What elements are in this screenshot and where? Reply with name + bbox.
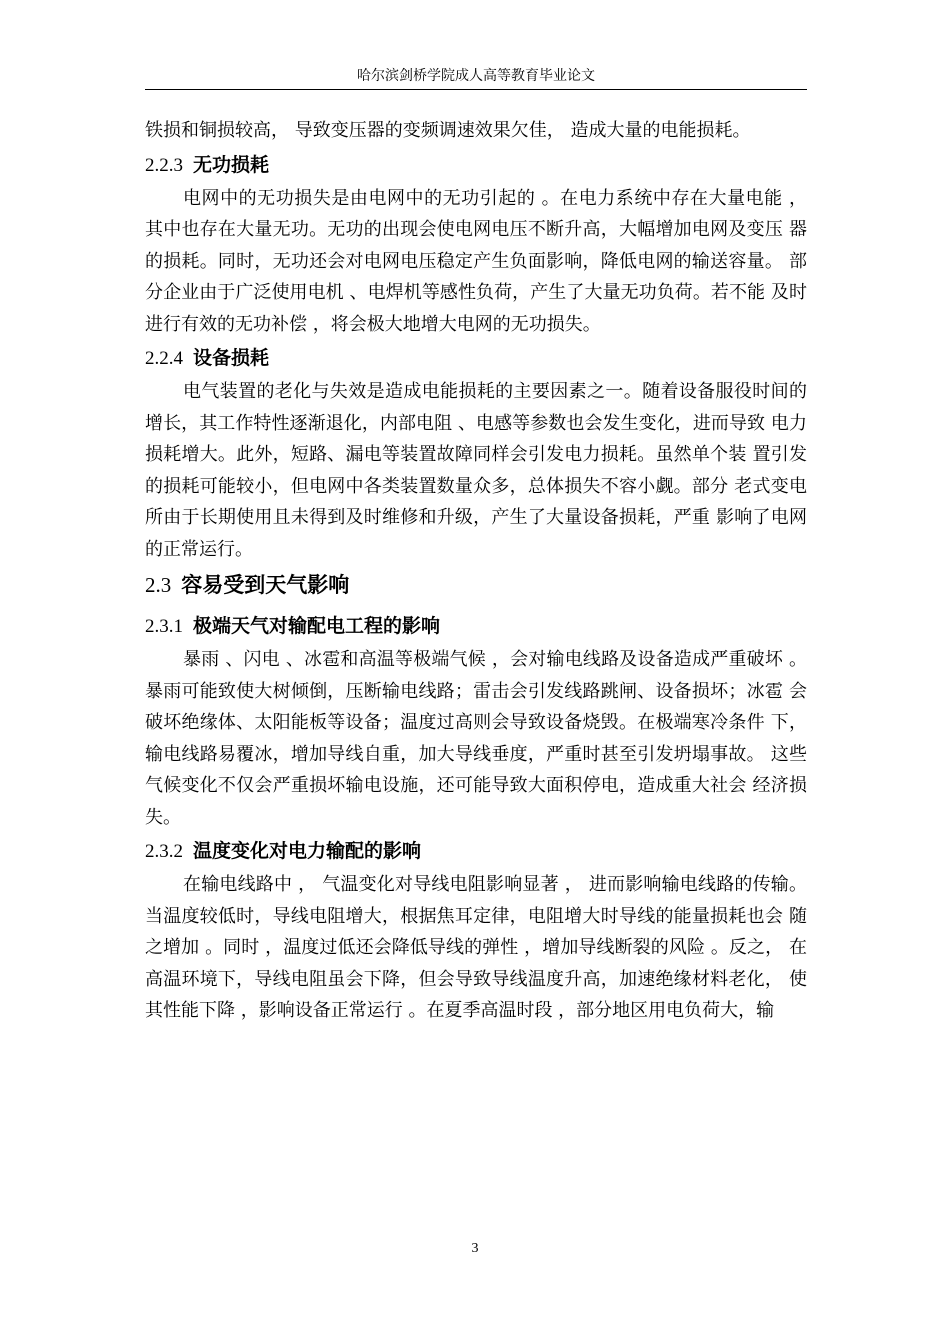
section-title: 温度变化对电力输配的影响	[193, 840, 422, 862]
header-divider	[145, 89, 807, 90]
page-number: 3	[471, 1241, 479, 1256]
section-title: 无功损耗	[193, 153, 270, 176]
page-header: 哈尔滨剑桥学院成人高等教育毕业论文	[357, 68, 595, 84]
section-paragraph-2-2-4: 电气装置的老化与失效是造成电能损耗的主要因素之一。随着设备服役时间的增长，其工作特性逐渐退化，内部电阻 、电感等参数也会发生变化，进而导致 电力损耗增大。此外，短路、漏电等装置故障同样会引发电力损耗。虽然单个装 置引发的损耗可能较小，但电网中各类装置数量众多，总体损失不容小觑。部分 老式变电所由于长期使用且未得到及时维修和升级，产生了大量设备损耗，严重 影响了电网的正常运行。	[145, 381, 807, 560]
section-heading-2-3-1	[145, 608, 807, 644]
section-number: 2.3.2	[145, 841, 183, 862]
document-body	[145, 115, 807, 1027]
section-number: 2.3.1	[145, 616, 183, 637]
section-number: 2.3	[145, 573, 172, 597]
section-number: 2.2.4	[145, 348, 183, 369]
section-title: 设备损耗	[193, 347, 270, 369]
section-heading-2-3	[145, 567, 807, 603]
section-heading-2-2-4	[145, 340, 807, 376]
intro-paragraph: 铁损和铜损较高， 导致变压器的变频调速效果欠佳， 造成大量的电能损耗。	[145, 120, 751, 141]
section-number: 2.2.3	[145, 154, 183, 176]
section-paragraph-2-3-2: 在输电线路中 ， 气温变化对导线电阻影响显著 ， 进而影响输电线路的传输。 当温度较低时，导线电阻增大，根据焦耳定律，电阻增大时导线的能量损耗也会 随之增加 。同时 ，温度过低还会降低导线的弹性 ，增加导线断裂的风险 。反之， 在高温环境下，导线电阻虽会下降，但会导致导线温度升高，加速绝缘材料老化， 使其性能下降 ，影响设备正常运行 。在夏季高温时段 ，部分地区用电负荷大，输	[145, 874, 807, 1021]
section-paragraph-2-3-1: 暴雨 、闪电 、冰雹和高温等极端气候 ，会对输电线路及设备造成严重破坏 。 暴雨可能致使大树倾倒，压断输电线路；雷击会引发线路跳闸、设备损坏；冰雹 会破坏绝缘体、太阳能板等设备；温度过高则会导致设备烧毁。在极端寒冷条件 下，输电线路易覆冰，增加导线自重，加大导线垂度，严重时甚至引发坍塌事故。 这些气候变化不仅会严重损坏输电设施，还可能导致大面积停电，造成重大社会 经济损失。	[145, 649, 807, 828]
section-heading-2-3-2	[145, 833, 807, 869]
section-heading-2-2-3	[145, 147, 807, 183]
section-paragraph-2-2-3: 电网中的无功损失是由电网中的无功引起的 。在电力系统中存在大量电能 ， 其中也存在大量无功。无功的出现会使电网电压不断升高，大幅增加电网及变压 器的损耗。同时，无功还会对电网电压稳定产生负面影响，降低电网的输送容量。 部分企业由于广泛使用电机 、电焊机等感性负荷，产生了大量无功负荷。若不能 及时进行有效的无功补偿 ，将会极大地增大电网的无功损失。	[145, 187, 807, 335]
section-title: 容易受到天气影响	[181, 573, 350, 597]
section-title: 极端天气对输配电工程的影响	[193, 615, 441, 637]
